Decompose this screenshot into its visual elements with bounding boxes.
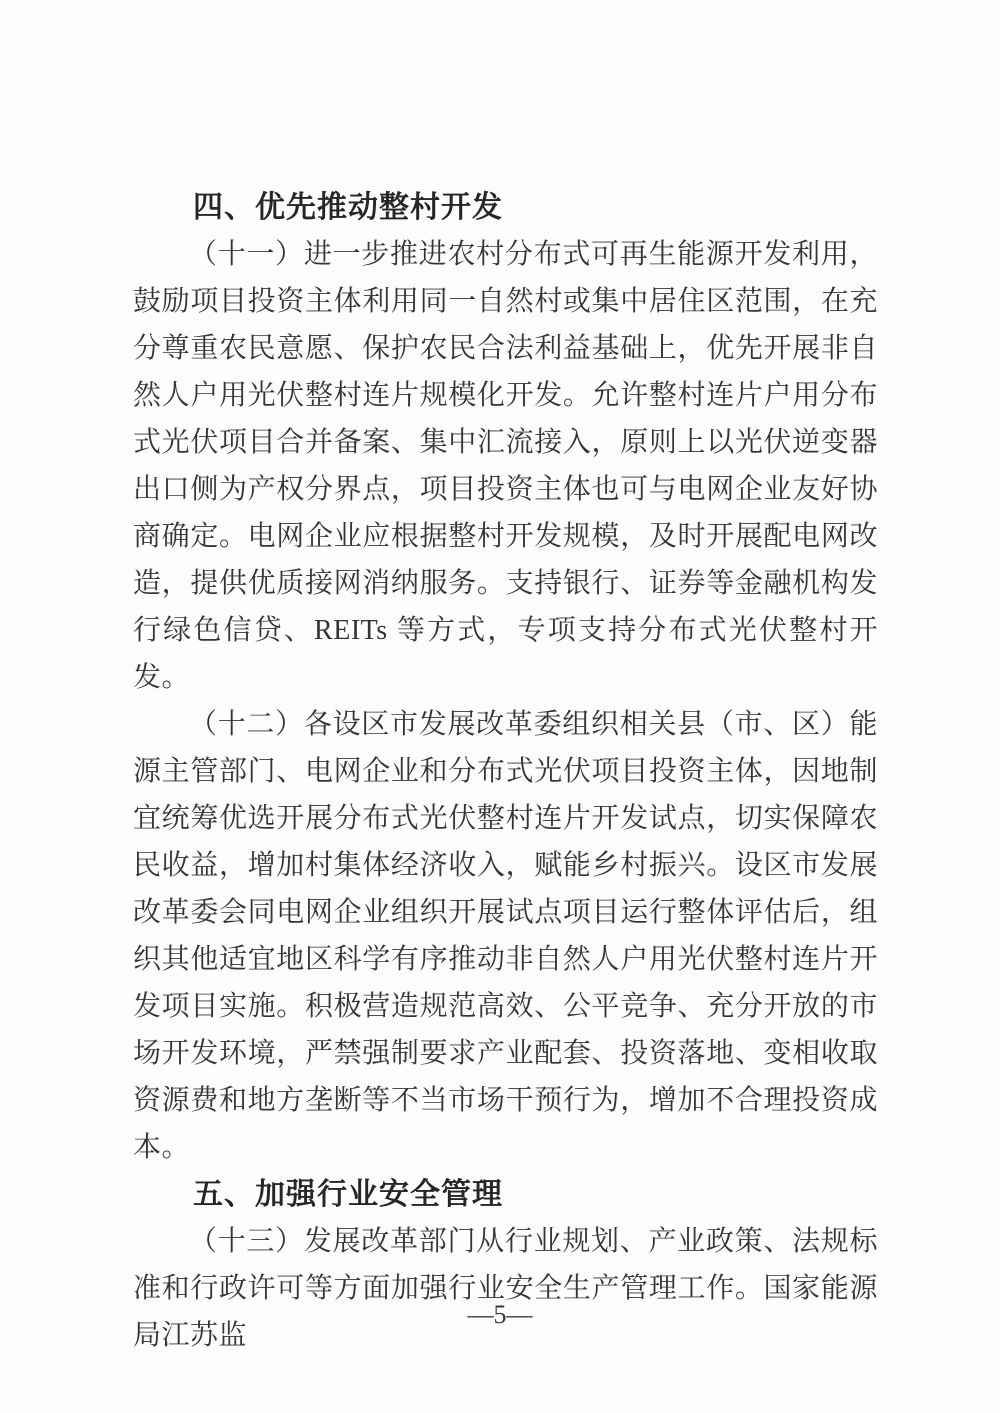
section-heading: 五、加强行业安全管理 (193, 1178, 503, 1211)
document-body (133, 184, 878, 1359)
page-number: —5— (467, 1300, 533, 1329)
section-heading: 四、优先推动整村开发 (193, 191, 503, 224)
paragraph: （十一）进一步推进农村分布式可再生能源开发利用，鼓励项目投资主体利用同一自然村或集中居住区范围，在充分尊重农民意愿、保护农民合法利益基础上，优先开展非自然人户用光伏整村连片规模化开发。允许整村连片户用分布式光伏项目合并备案、集中汇流接入，原则上以光伏逆变器出口侧为产权分界点，项目投资主体也可与电网企业友好协商确定。电网企业应根据整村开发规模，及时开展配电网改造，提供优质接网消纳服务。支持银行、证券等金融机构发行绿色信贷、REITs 等方式，专项支持分布式光伏整村开发。 (133, 239, 878, 693)
paragraph: （十二）各设区市发展改革委组织相关县（市、区）能源主管部门、电网企业和分布式光伏项目投资主体，因地制宜统筹优选开展分布式光伏整村连片开发试点，切实保障农民收益，增加村集体经济收入，赋能乡村振兴。设区市发展改革委会同电网企业组织开展试点项目运行整体评估后，组织其他适宜地区科学有序推动非自然人户用光伏整村连片开发项目实施。积极营造规范高效、公平竞争、充分开放的市场开发环境，严禁强制要求产业配套、投资落地、变相收取资源费和地方垄断等不当市场干预行为，增加不合理投资成本。 (133, 709, 878, 1163)
paragraph: （十三）发展改革部门从行业规划、产业政策、法规标准和行政许可等方面加强行业安全生产管理工作。国家能源局江苏监 (133, 1226, 878, 1351)
